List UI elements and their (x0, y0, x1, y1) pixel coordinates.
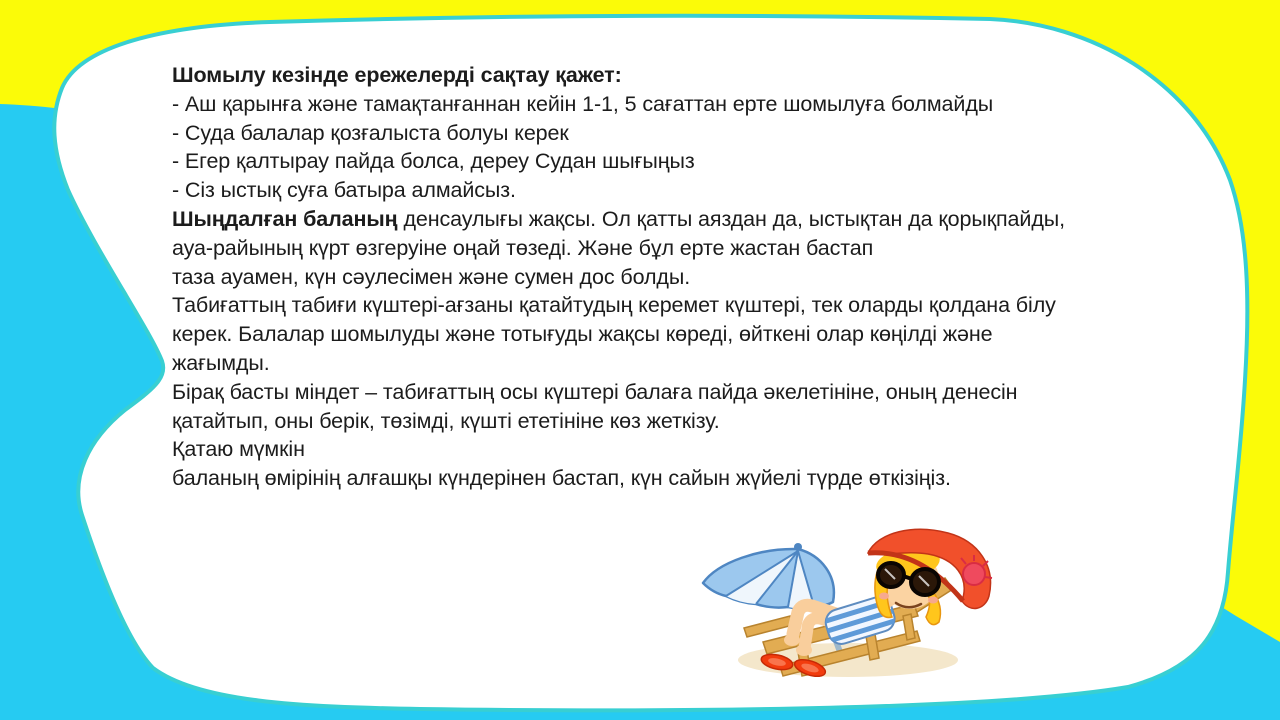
text-line (172, 61, 1065, 90)
blush (879, 593, 889, 600)
text-line (172, 119, 1065, 148)
text-line (172, 320, 1065, 349)
line-text: Бірақ басты міндет – табиғаттың осы күштері балаға пайда әкелетініне, оның денесін (172, 379, 1018, 404)
line-text: денсаулығы жақсы. Ол қатты аяздан да, ыстықтан да қорықпайды, (397, 206, 1065, 231)
text-line (172, 349, 1065, 378)
text-line (172, 407, 1065, 436)
text-line (172, 464, 1065, 493)
line-text: - Сіз ыстық суға батыра алмайсыз. (172, 178, 516, 203)
text-line (172, 291, 1065, 320)
text-line (172, 176, 1065, 205)
bold-text: Шомылу кезінде ережелерді сақтау қажет: (172, 63, 622, 87)
line-text: керек. Балалар шомылуды және тотығуды жақсы көреді, өйткені олар көңілді және (172, 322, 993, 347)
girl-foot (796, 644, 812, 656)
line-text: - Егер қалтырау пайда болса, дереу Судан шығыңыз (172, 149, 695, 174)
text-line (172, 205, 1065, 234)
text-line (172, 90, 1065, 119)
girl-foot (784, 634, 800, 646)
girl-sunbathing-illustration (672, 512, 1020, 712)
line-text: - Аш қарынға және тамақтанғаннан кейін 1-1, 5 сағаттан ерте шомылуға болмайды (172, 91, 994, 116)
line-text: Табиғаттың табиғи күштері-ағзаны қатайтудың керемет күштері, тек оларды қолдана білу (172, 293, 1056, 318)
umbrella-tip (794, 543, 802, 551)
text-line (172, 263, 1065, 292)
line-text: жағымды. (172, 350, 270, 375)
text-line (172, 435, 1065, 464)
chair-armrest (744, 616, 793, 637)
text-line (172, 234, 1065, 263)
bold-text: Шыңдалған баланың (172, 206, 398, 231)
line-text: ауа-райының күрт өзгеруіне оңай төзеді. Және бұл ерте жастан бастап (172, 235, 874, 260)
beach-umbrella-icon (703, 543, 834, 608)
line-text: қатайтып, оны берік, төзімді, күшті ететініне көз жеткізу. (172, 408, 720, 433)
line-text: Қатаю мүмкін (172, 437, 305, 462)
line-text: таза ауамен, күн сәулесімен және сумен дос болды. (172, 264, 691, 289)
blush (928, 597, 938, 604)
text-line (172, 147, 1065, 176)
hat-pompom (963, 563, 985, 585)
slide-text-block (172, 61, 1065, 493)
line-text: - Суда балалар қозғалыста болуы керек (172, 120, 569, 145)
line-text: баланың өмірінің алғашқы күндерінен бастап, күн сайын жүйелі түрде өткізіңіз. (172, 466, 951, 491)
text-line (172, 378, 1065, 407)
